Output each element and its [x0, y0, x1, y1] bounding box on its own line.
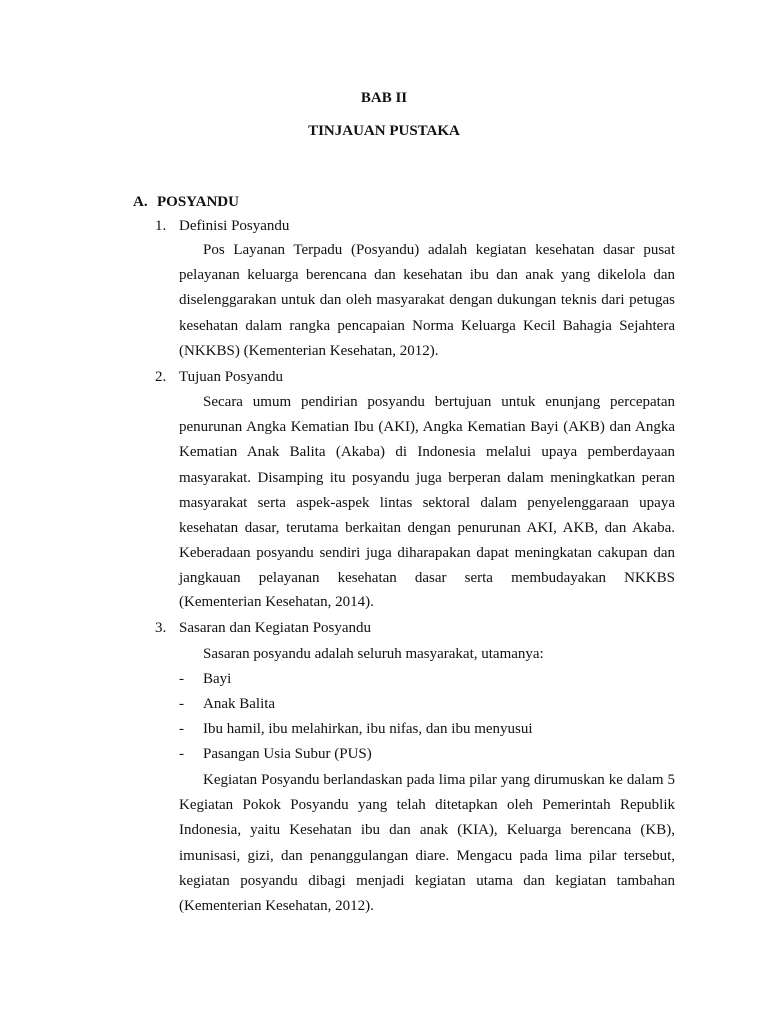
bullet-marker: - [179, 721, 184, 737]
section-heading [133, 192, 239, 212]
bullet-marker: - [179, 671, 184, 687]
item-title: Sasaran dan Kegiatan Posyandu [179, 620, 372, 636]
section-title: POSYANDU [157, 194, 239, 210]
item-heading-3 [155, 618, 371, 638]
section-letter: A. [133, 194, 148, 210]
bullet-marker: - [179, 746, 184, 762]
item-title: Tujuan Posyandu [179, 369, 284, 385]
paragraph-tujuan-citation: (Kementerian Kesehatan, 2014). [179, 594, 374, 610]
item-title: Definisi Posyandu [179, 218, 290, 234]
paragraph-kegiatan: Kegiatan Posyandu berlandaskan pada lima pilar yang dirumuskan ke dalam 5 Kegiatan Pokok Posyandu yang telah ditetapkan oleh Pemerintah Republik Indonesia, yaitu Kesehatan ibu dan anak (KIA), Keluarga berencana (KB), imunisasi, gizi, dan penanggulangan diare. Mengacu pada lima pilar tersebut, kegiatan posyandu dibagi menjadi kegiatan utama dan kegiatan tambahan (Kementerian Kesehatan, 2012). [179, 772, 675, 915]
paragraph-tujuan: Secara umum pendirian posyandu bertujuan untuk enunjang percepatan penurunan Angka Kematian Ibu (AKI), Angka Kematian Bayi (AKB) dan Angka Kematian Anak Balita (Akaba) di Indonesia melalui upaya pemberdayaan masyarakat. Disamping itu posyandu juga berperan dalam meningkatkan peran masyarakat serta aspek-aspek lintas sektoral dalam penyelenggaraan upaya kesehatan dasar, terutama berkaitan dengan penurunan AKI, AKB, dan Akaba. Keberadaan posyandu sendiri juga diharapakan dapat meningkatan cakupan dan jangkauan pelayanan kesehatan dasar serta membudayakan NKKBS [179, 394, 675, 587]
item-heading-2 [155, 367, 283, 387]
list-item: - Pasangan Usia Subur (PUS) [179, 746, 372, 762]
sasaran-intro: Sasaran posyandu adalah seluruh masyarakat, utamanya: [203, 646, 544, 662]
list-item: - Ibu hamil, ibu melahirkan, ibu nifas, dan ibu menyusui [179, 721, 533, 737]
item-heading-1 [155, 216, 289, 236]
bullet-marker: - [179, 696, 184, 712]
paragraph-definisi: Pos Layanan Terpadu (Posyandu) adalah kegiatan kesehatan dasar pusat pelayanan keluarga berencana dan kesehatan ibu dan anak yang dikelola dan diselenggarakan untuk dan oleh masyarakat dengan dukungan teknis dari petugas kesehatan dalam rangka pencapaian Norma Keluarga Kecil Bahagia Sejahtera (NKKBS) (Kementerian Kesehatan, 2012). [179, 242, 675, 359]
chapter-heading: BAB II [360, 90, 408, 106]
chapter-title: TINJAUAN PUSTAKA [308, 123, 460, 139]
item-number: 1. [155, 218, 167, 234]
item-number: 2. [155, 369, 167, 385]
list-item: - Anak Balita [179, 696, 276, 712]
item-number: 3. [155, 620, 167, 636]
list-item: - Bayi [179, 671, 232, 687]
